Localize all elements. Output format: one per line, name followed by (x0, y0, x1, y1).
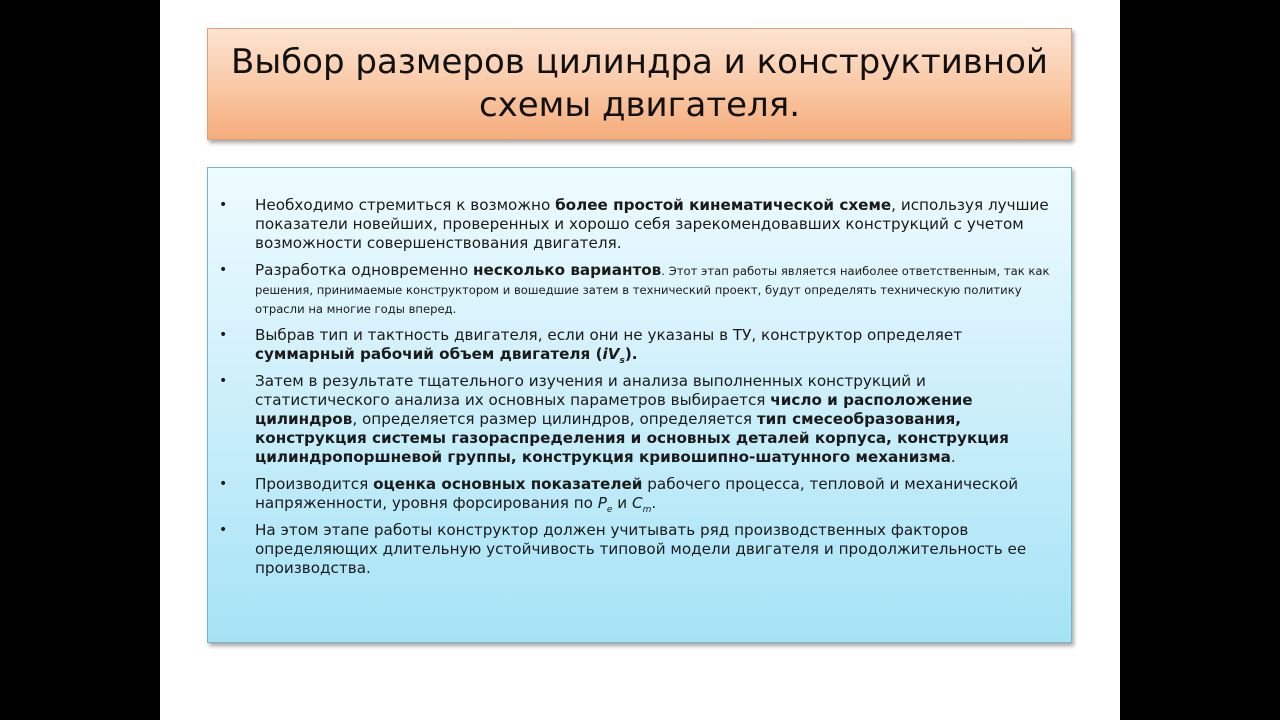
bullet-small-text: . Этот этап работы является наиболее ответственным, так как решения, принимаемые конструктором и вошедшие затем в технический проект, будут определять техническую политику отрасли на многие годы вперед. (255, 264, 1050, 316)
bullet-text: рабочего процесса, тепловой и механической напряженности, уровня форсирования по (255, 475, 1019, 512)
content-box (207, 167, 1072, 643)
bullet-text: Затем в результате тщательного изучения и анализа выполненных конструкций и статистического анализа их основных параметров выбирается (255, 372, 926, 409)
slide (160, 0, 1120, 720)
bullet-text: Необходимо стремиться к возможно (255, 196, 556, 214)
bullet-item-1 (218, 196, 1057, 253)
bullet-item-2 (218, 261, 1057, 318)
bullet-bold-text: суммарный рабочий объем двигателя ( (255, 345, 603, 363)
title-box (207, 28, 1072, 140)
bullet-text: Производится (255, 475, 374, 493)
bullet-bold-text: более простой кинематической схеме (555, 196, 892, 214)
bullet-item-5 (218, 475, 1057, 516)
bullet-text: На этом этапе работы конструктор должен учитывать ряд производственных факторов определяющих длительную устойчивость типовой модели двигателя и продолжительность ее производства. (255, 521, 1027, 577)
bullet-bold-text: несколько вариантов (473, 261, 662, 279)
bullet-text: . (950, 448, 956, 466)
bullet-list (218, 196, 1057, 578)
formula-variable: C (632, 494, 643, 512)
bullet-bold-text: оценка основных показателей (373, 475, 643, 493)
bullet-text: . (651, 494, 657, 512)
bullet-text: , используя лучшие показатели новейших, проверенных и хорошо себя зарекомендовавших конструкций с учетом возможности совершенствования двигателя. (255, 196, 1049, 252)
formula-subscript: m (642, 505, 652, 516)
formula-subscript: e (606, 505, 613, 516)
bullet-item-3 (218, 326, 1057, 367)
formula-variable: P (597, 494, 607, 512)
bullet-item-6 (218, 521, 1057, 578)
bullet-text: Выбрав тип и тактность двигателя, если они не указаны в ТУ, конструктор определяет (255, 326, 963, 344)
bullet-bold-text: ). (624, 345, 638, 363)
formula-subscript: s (619, 356, 625, 367)
bullet-text: и (612, 494, 632, 512)
bullet-text: , определяется размер цилиндров, определяется (352, 410, 757, 428)
bullet-item-4 (218, 372, 1057, 467)
slide-title: Выбор размеров цилиндра и конструктивной схемы двигателя. (231, 42, 1048, 125)
bullet-bold-text: тип смесеобразования, конструкция системы газораспределения и основных деталей корпуса, конструкция цилиндропоршневой группы, конструкция кривошипно-шатунного механизма (255, 410, 1009, 466)
bullet-bold-text: число и расположение цилиндров (255, 391, 973, 428)
bullet-text: Разработка одновременно (255, 261, 474, 279)
formula-variable: iV (602, 345, 620, 363)
